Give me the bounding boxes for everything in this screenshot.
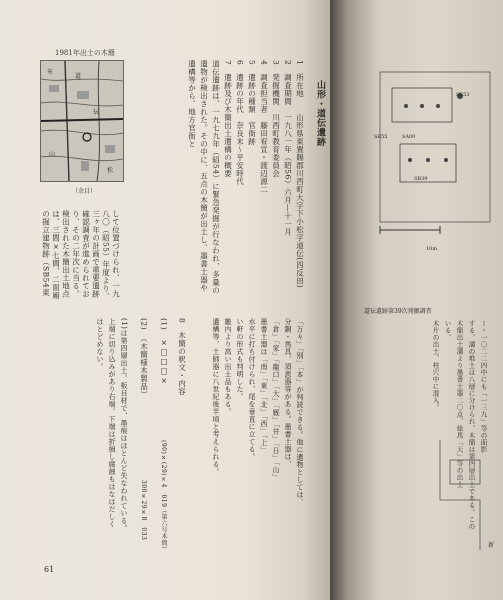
wood-note-2: 上端に切り込みがあり右端、下端は折損し腐蝕もはなはだしく xyxy=(108,318,116,528)
map-label-5: 山 xyxy=(49,151,56,158)
right-text-line-1: ー・一〇二二四中にも「一三九」等の面影 xyxy=(479,320,488,453)
body-col2-line-2: 分銅・馬具、須恵器等がある。墨書土器は、 xyxy=(284,318,292,468)
map-label-1: 米 xyxy=(47,69,54,76)
plan-caption: 道伝遺跡第39次発掘調査 xyxy=(364,308,432,315)
info-item-3: 3 発掘機関 川西町教育委員会 xyxy=(271,60,281,178)
info-item-7: 7 遺跡及び木簡出土遺構の概要 xyxy=(223,60,233,178)
plan-label-se53: SE53 xyxy=(456,92,470,98)
map-label-2: 道 xyxy=(75,73,82,80)
body-col2-line-3: 「倉」「家」「龍口」「大」「厩」「井」「日」「山」 xyxy=(272,318,280,481)
body-col1-line-5: 三ヶ年の計画で重要遺跡 xyxy=(91,210,101,298)
right-page-edge-text: 新 xyxy=(488,542,495,549)
body-col2-line-7: 畿内より高い出土品もある。 xyxy=(224,318,232,416)
body-col2-line-5: 水平に打ち付けられ、尾を垂直に立てる。 xyxy=(248,318,256,461)
wood-item-1: (1) ×□□□× xyxy=(159,318,169,386)
body-col1-line-4: 八〇（昭55）年度より、 xyxy=(101,210,111,301)
figure-header: 1981年出土の木簡 xyxy=(55,49,115,57)
section-title: 山形・道伝遺跡 xyxy=(315,80,325,147)
body-col1-line-11: 遺構等から、地方官衙と xyxy=(187,60,197,148)
wood-item-2: (2) （木簡様木製品） xyxy=(139,318,149,399)
right-page xyxy=(330,0,503,600)
body-col2-line-6: い軒の形式も判明した。 xyxy=(236,318,244,401)
location-map xyxy=(40,60,124,182)
body-col1-line-1: 道伝遺跡は、一九七九年（昭54）に緊急発掘が行なわれ、多量の xyxy=(211,60,221,295)
body-col1-line-2: 遺物が検出された。その中に、五点の木簡が出土し、墨書土器や xyxy=(199,60,209,292)
map-graphic xyxy=(41,61,123,181)
plan-scale-label: 10m xyxy=(426,246,438,252)
body-col1-line-7: り、その二年次に当る。 xyxy=(71,210,81,298)
map-label-4: 松 xyxy=(107,167,114,174)
body-col2-line-8: 遺構等、土師器に八世紀後半頃と考えられる。 xyxy=(212,318,220,476)
body-col1-line-10: の掘立建物跡（SB54東 xyxy=(41,210,51,297)
body-col2-line-1: 「万々」「別」「本」が判読できる。他に遺物としては、 xyxy=(296,318,304,506)
info-item-1: 1 所在地 山形県東置賜郡川西町大字下小松字道伝(四反田) xyxy=(295,60,305,289)
body-col1-line-9: は、三間×七間、二面廂 xyxy=(51,210,61,300)
wood-note-1: (1)は第四層出土。板目材で、墨痕はほとんど失なわれている。 xyxy=(120,318,128,532)
info-item-2: 2 調査期間 一九八一年（昭56）六月―十一月 xyxy=(283,60,293,236)
wood-dim-1: (90)×(29)×4 019（第六号木簡） xyxy=(160,440,167,553)
info-item-5: 5 遺跡の種類 官衙跡 xyxy=(247,60,257,146)
right-text-line-4: いる。 xyxy=(443,320,452,341)
right-text-line-3: 木簡出土溝より墨書土器二〇点、絵馬「天」等の出土 xyxy=(455,320,464,488)
body-col1-line-8: 検出された木簡出土地点 xyxy=(61,210,71,298)
right-text-line-5: 木片の出土、柱穴中に混入。 xyxy=(431,320,440,411)
plan-label-sb55: SB55 xyxy=(374,134,388,140)
right-text-line-2: する。溝の堆土は八層に分けられ、木簡は第四層出土である。この xyxy=(467,320,476,530)
body-col2-line-4: 墨書土器は「南」「東」「北」「西」「上」 xyxy=(260,318,268,454)
wood-note-3: はとどめない。 xyxy=(96,318,104,371)
info-item-4: 4 調査担当者 藤田宥宣・渡辺源二 xyxy=(259,60,269,194)
body-col1-line-6: 確認調査が進められてお xyxy=(81,210,91,298)
map-label-3: 伝 xyxy=(93,109,100,116)
wood-section-title: 8 木簡の釈文・内容 xyxy=(177,318,187,396)
map-caption: （余目） xyxy=(72,188,97,195)
info-item-6: 6 遺跡の年代 奈良末～平安時代 xyxy=(235,60,245,186)
body-col1-line-3: して位置づけられ、一九 xyxy=(111,210,121,298)
wood-dim-2: 300×29×8 033 xyxy=(140,480,147,541)
page-number: 61 xyxy=(44,565,55,574)
plan-label-sa00: SA00 xyxy=(402,134,416,140)
plan-label-sb39: SB39 xyxy=(414,176,428,182)
